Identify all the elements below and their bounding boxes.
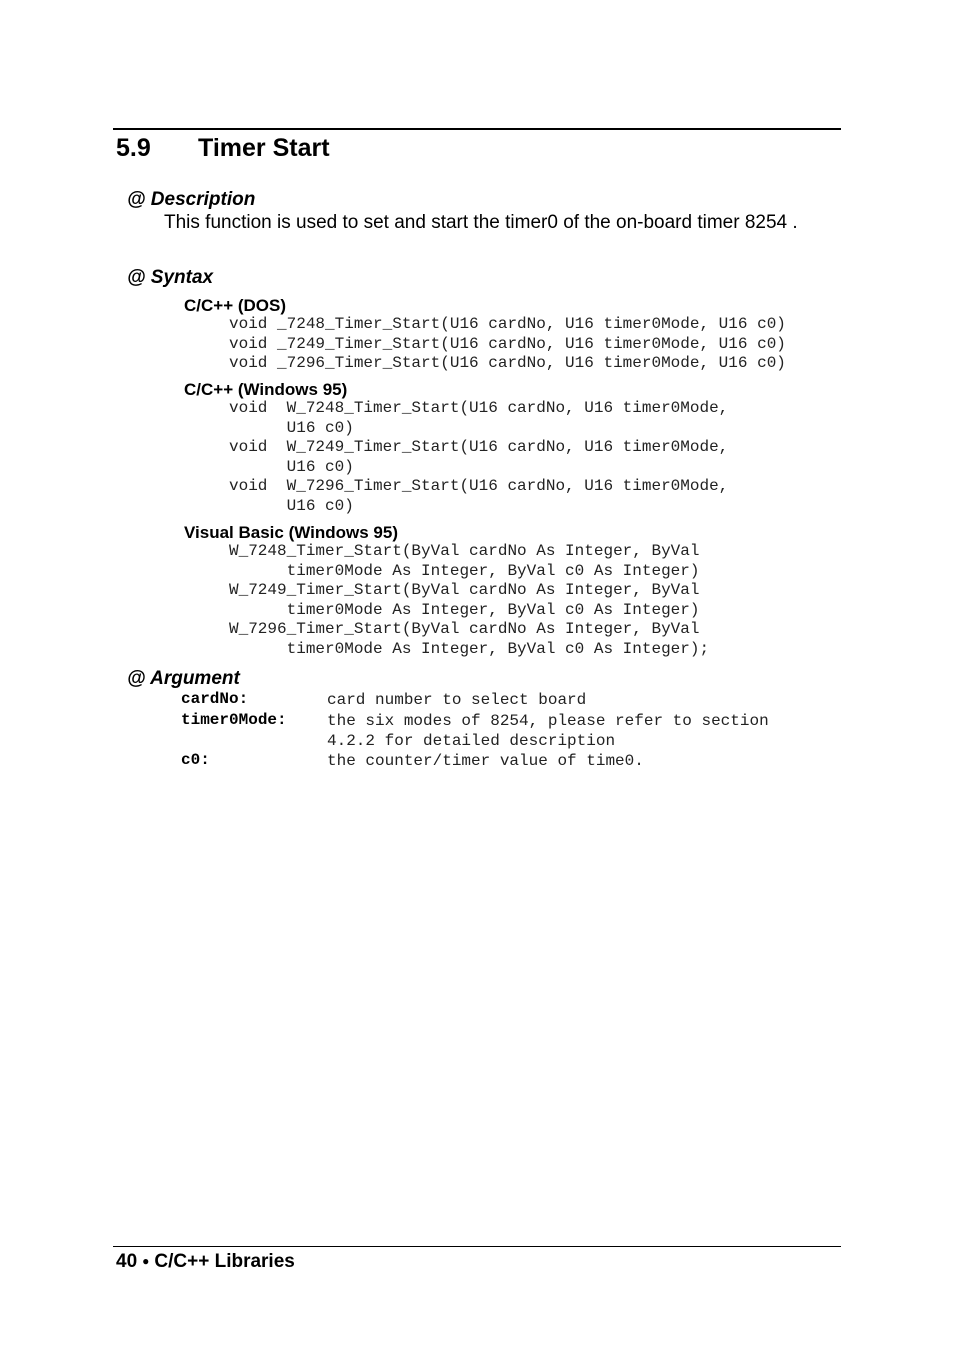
bullet-icon: ● [142,1254,150,1268]
section-title [116,134,330,163]
win95-code-line: U16 c0) [229,418,354,437]
section-title-text: Timer Start [198,134,330,162]
arg-desc-timer0mode: the six modes of 8254, please refer to section 4.2.2 for detailed description [327,712,769,750]
vb-label: Visual Basic (Windows 95) [184,523,398,542]
arg-desc-c0: the counter/timer value of time0. [327,752,644,770]
vb-code-line: W_7248_Timer_Start(ByVal cardNo As Integer, ByVal [229,542,700,560]
win95-label: C/C++ (Windows 95) [184,380,348,399]
win95-code-line: U16 c0) [229,496,354,515]
page-number: 40 [116,1251,138,1272]
arg-name-c0: c0: [181,751,210,769]
footer-title: C/C++ Libraries [154,1251,295,1272]
win95-code-line: void W_7296_Timer_Start(U16 cardNo, U16 timer0Mode, [229,477,729,495]
win95-code-line: void W_7249_Timer_Start(U16 cardNo, U16 timer0Mode, [229,438,729,456]
arg-name-cardno: cardNo: [181,690,249,708]
top-rule [113,128,841,130]
dos-code-line: void _7248_Timer_Start(U16 cardNo, U16 timer0Mode, U16 c0) [229,315,786,333]
win95-code-line: void W_7248_Timer_Start(U16 cardNo, U16 timer0Mode, [229,399,729,417]
vb-code-line: timer0Mode As Integer, ByVal c0 As Integer); [229,639,710,658]
dos-code-line: void _7296_Timer_Start(U16 cardNo, U16 timer0Mode, U16 c0) [229,354,786,372]
dos-code-line: void _7249_Timer_Start(U16 cardNo, U16 timer0Mode, U16 c0) [229,334,786,353]
syntax-heading: @ Syntax [127,267,214,288]
vb-code-line: W_7249_Timer_Start(ByVal cardNo As Integer, ByVal [229,581,700,599]
dos-label: C/C++ (DOS) [184,296,287,315]
arg-desc-cardno: card number to select board [327,691,587,709]
section-number: 5.9 [116,134,151,162]
arg-name-timer0mode: timer0Mode: [181,711,287,729]
vb-code-line: timer0Mode As Integer, ByVal c0 As Integer) [229,561,700,580]
description-heading: @ Description [127,189,256,210]
vb-code-line: timer0Mode As Integer, ByVal c0 As Integer) [229,600,700,619]
vb-code-line: W_7296_Timer_Start(ByVal cardNo As Integer, ByVal [229,620,700,638]
page-footer [116,1251,295,1273]
description-text: This function is used to set and start the timer0 of the on-board timer 8254 . [164,212,798,233]
win95-code-line: U16 c0) [229,457,354,476]
bottom-rule [113,1246,841,1247]
argument-heading: @ Argument [127,668,240,689]
